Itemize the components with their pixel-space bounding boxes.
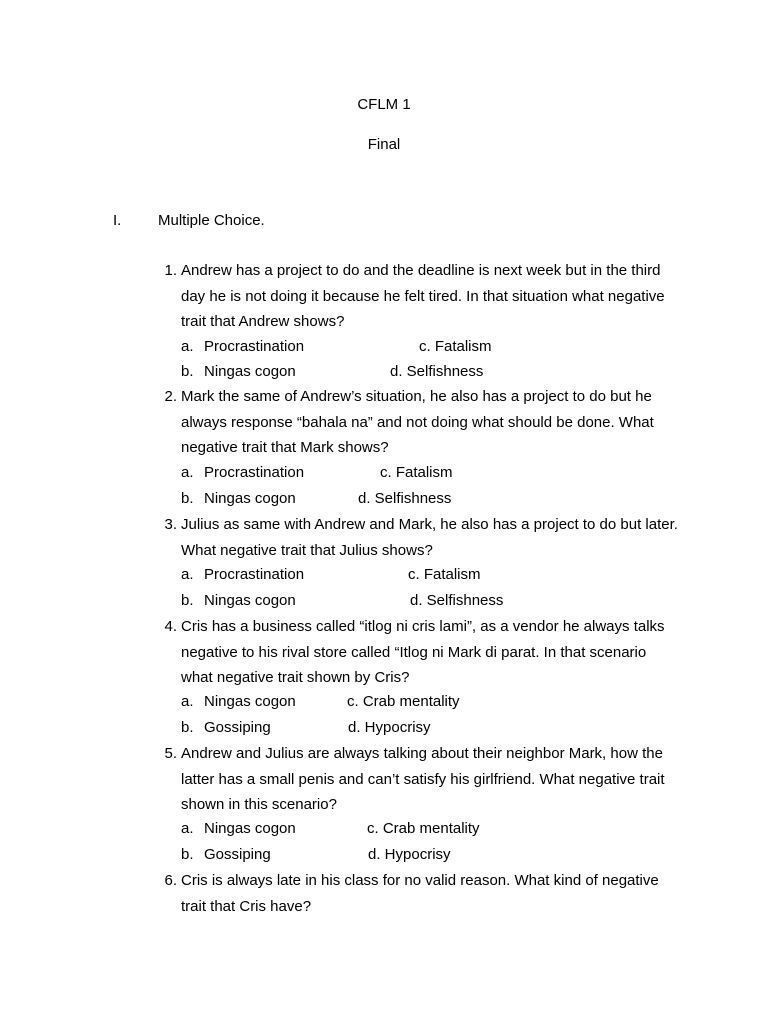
option-letter: b. [181, 719, 194, 736]
question-number: 2. [164, 388, 177, 405]
option-letter: a. [181, 464, 194, 481]
option-b: Ningas cogon [204, 592, 296, 609]
option-a: Procrastination [204, 464, 305, 481]
option-d: d. Hypocrisy [368, 846, 451, 863]
question-number: 1. [164, 262, 177, 279]
option-letter: a. [181, 338, 194, 355]
option-d: d. Selfishness [390, 363, 484, 380]
question-text: Andrew and Julius are always talking about their neighbor Mark, how the latter has a small penis and can’t satisfy his girlfriend. What negative trait shown in this scenario? [181, 745, 665, 813]
section-number: I. [113, 212, 122, 229]
question-text: Mark the same of Andrew’s situation, he also has a project to do but he always response “bahala na” and not doing what should be done. What negative trait that Mark shows? [181, 388, 654, 456]
option-a: Procrastination [204, 338, 305, 355]
document-subtitle: Final [367, 136, 401, 153]
option-c: c. Crab mentality [367, 820, 480, 837]
question-text: Andrew has a project to do and the deadline is next week but in the third day he is not doing it because he felt tired. In that situation what negative trait that Andrew shows? [181, 262, 665, 330]
option-c: c. Fatalism [419, 338, 492, 355]
document-title: CFLM 1 [357, 96, 411, 113]
option-b: Gossiping [204, 846, 271, 863]
question-text: Julius as same with Andrew and Mark, he also has a project to do but later. What negative trait that Julius shows? [181, 516, 678, 559]
option-d: d. Selfishness [358, 490, 452, 507]
option-b: Gossiping [204, 719, 271, 736]
option-d: d. Selfishness [410, 592, 504, 609]
option-letter: a. [181, 693, 194, 710]
question-number: 6. [164, 872, 177, 889]
option-c: c. Fatalism [380, 464, 453, 481]
question-text: Cris is always late in his class for no valid reason. What kind of negative trait that Cris have? [181, 872, 659, 915]
option-letter: b. [181, 592, 194, 609]
option-b: Ningas cogon [204, 363, 296, 380]
option-letter: a. [181, 566, 194, 583]
option-a: Procrastination [204, 566, 305, 583]
option-letter: b. [181, 846, 194, 863]
option-letter: b. [181, 490, 194, 507]
option-b: Ningas cogon [204, 490, 296, 507]
option-c: c. Fatalism [408, 566, 481, 583]
question-text: Cris has a business called “itlog ni cris lami”, as a vendor he always talks negative to his rival store called “Itlog ni Mark di parat. In that scenario what negative trait shown by Cris? [181, 618, 665, 686]
question-number: 3. [164, 516, 177, 533]
option-letter: b. [181, 363, 194, 380]
question-number: 5. [164, 745, 177, 762]
question-number: 4. [164, 618, 177, 635]
option-d: d. Hypocrisy [348, 719, 431, 736]
option-c: c. Crab mentality [347, 693, 460, 710]
section-title: Multiple Choice. [158, 212, 265, 229]
option-letter: a. [181, 820, 194, 837]
option-a: Ningas cogon [204, 820, 296, 837]
option-a: Ningas cogon [204, 693, 296, 710]
